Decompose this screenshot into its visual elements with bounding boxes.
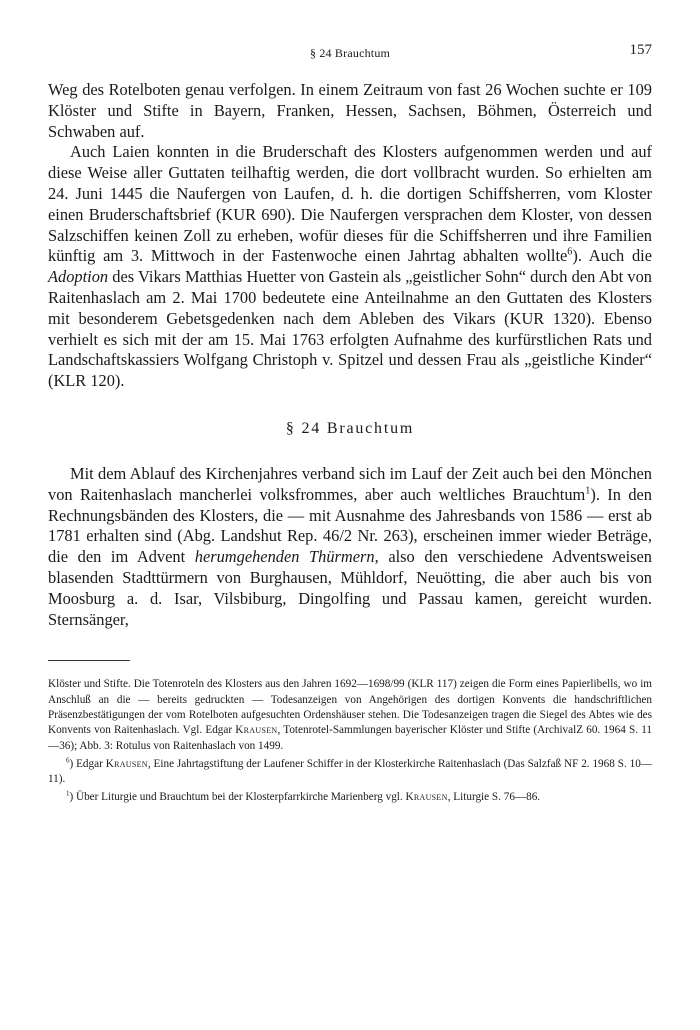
footnote-1-number: 1 [66,789,70,798]
book-page [48,40,652,809]
footnote-1-text-a: Über Liturgie und Brauchtum bei der Klosterpfarrkirche Marienberg vgl. [73,791,406,804]
paragraph-laien-text-c: des Vikars Matthias Huetter von Gastein als „geistlicher Sohn“ durch den Abt von Raitenhaslach am 2. Mai 1700 bedeutete eine Anteilnahme an den Guttaten des Klosters mit besonderem Gebetsgedenken nach dem Ableben des Vikars (KUR 1320). Ebenso verhielt es sich mit der am 15. Mai 1763 erfolgten Aufnahme des kurfürstlichen Rats und Landschaftskassiers Wolfgang Christoph v. Spitzel und dessen Frau als „geistliche Kinder“ (KLR 120). [48,267,652,391]
footnote-6-number: 6 [66,756,70,765]
footnote-ref-6: 6 [567,246,573,258]
section-heading: § 24 Brauchtum [285,419,415,437]
footnote-divider [48,660,130,661]
paragraph-laien-text-a: Auch Laien konnten in die Bruderschaft des Klosters aufgenommen werden und auf diese Weise aller Guttaten teilhaftig werden, die dort vollbracht wurden. So erhielten am 24. Juni 1445 die Naufergen von Laufen, d. h. die dortigen Schiffsherren, vom Kloster einen Bruderschaftsbrief (KUR 690). Die Naufergen versprachen dem Kloster, von dessen Salzschiffen keinen Zoll zu erheben, wofür dieses für die Schiffsherren und ihre Familien künftig am 3. Mittwoch in der Fastenwoche einen Jahrtag abhalten wollte [48,142,652,266]
emphasis-adoption: Adoption [48,267,109,287]
author-name: Krausen [105,757,148,770]
footnote-6-text-b: , Eine Jahrtagstiftung der Laufener Schiffer in der Klosterkirche Raitenhaslach (Das Salzfaß NF 2. 1968 S. 10—11). [48,757,652,786]
body-text [48,80,652,630]
running-head [48,40,652,66]
running-head-title: § 24 Brauchtum [309,46,391,60]
footnote-ref-1: 1 [585,485,591,497]
paragraph-brauchtum-text-c: , also den verschiedene Adventsweisen blasenden Stadttürmern von Burghausen, Mühldorf, Neuötting, die aber auch bis von Moosburg a. d. Isar, Vilsbiburg, Dingolfing und Passau kamen, gereicht wurden. Sternsänger, [48,547,652,629]
footnote-continuation-text-a: Klöster und Stifte. Die Totenroteln des Klosters aus den Jahren 1692—1698/99 (KLR 117) zeigen die Form eines Papierlibells, wo im Anschluß an die — bereits gedruckten — Todesanzeigen von Angehörigen des dortigen Konvents die handschriftlichen Präsenzbestätigungen der vom Rotelboten aufgesuchten Ordenshäuser stehen. Die Todesanzeigen tragen die Siegel des Abtes wie des Konvents von Raitenhaslach. Vgl. Edgar [48,678,652,737]
paragraph-brauchtum-text-a: Mit dem Ablauf des Kirchenjahres verband sich im Lauf der Zeit auch bei den Mönchen von Raitenhaslach mancherlei volksfrommes, aber auch weltliches Brauchtum [48,463,652,504]
emphasis-thuermern: herumgehenden Thürmern [194,547,375,567]
footnote-1: $^1$) Über Liturgie und Brauchtum bei der Klosterpfarrkirche Marienberg vgl. Krausen, Liturgie S. 76—86. [66,789,541,804]
author-name: Krausen [235,724,278,737]
footnote-1-text-b: , Liturgie S. 76—86. [447,791,541,804]
author-name: Krausen [405,791,448,804]
paragraph-brauchtum-text-b: ). In den Rechnungsbänden des Klosters, die — mit Ausnahme des Jahresbands von 1586 — erst ab 1781 erhalten sind (Abg. Landshut Rep. 46/2 Nr. 263), erscheinen immer wieder Beträge, die den im Advent [48,484,652,567]
footnotes [48,677,652,805]
footnote-6: $^6$) Edgar Krausen, Eine Jahrtagstiftung der Laufener Schiffer in der Klosterkirche Raitenhaslach (Das Salzfaß NF 2. 1968 S. 10—11). [48,756,652,786]
page-number: 157 [629,42,652,58]
paragraph-laien [48,142,652,392]
paragraph-brauchtum [48,464,652,630]
footnote-continuation-text-b: , Totenrotel-Sammlungen bayerischer Klöster und Stifte (ArchivalZ 60. 1964 S. 11—36); Abb. 3: Rotulus von Raitenhaslach von 1499. [48,724,652,752]
footnote-6-text-a: Edgar [73,757,106,770]
footnote-continuation [48,677,652,753]
paragraph-laien-text-b: ). Auch die [572,246,652,266]
paragraph-rotelbote: Weg des Rotelboten genau verfolgen. In einem Zeitraum von fast 26 Wochen suchte er 109 Klöster und Stifte in Bayern, Franken, Hessen, Sachsen, Böhmen, Österreich und Schwaben auf. [48,80,652,141]
